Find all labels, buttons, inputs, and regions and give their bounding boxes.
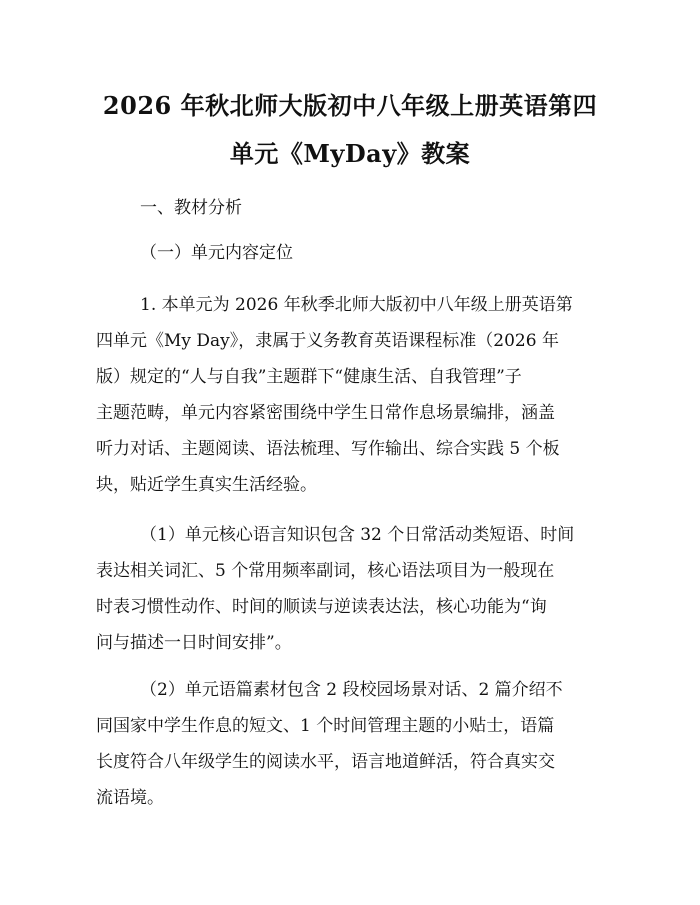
paragraph-line: 问与描述一日时间安排”。 — [96, 633, 292, 653]
paragraph-line: （1）单元核心语言知识包含 32 个日常活动类短语、时间 — [140, 525, 575, 545]
paragraph-line: 主题范畴，单元内容紧密围绕中学生日常作息场景编排，涵盖 — [96, 403, 555, 423]
paragraph-line: 听力对话、主题阅读、语法梳理、写作输出、综合实践 5 个板 — [96, 439, 560, 459]
paragraph-line: 同国家中学生作息的短文、1 个时间管理主题的小贴士，语篇 — [96, 716, 555, 736]
paragraph-line: 时表习惯性动作、时间的顺读与逆读表达法，核心功能为“询 — [96, 597, 547, 617]
paragraph-line: 长度符合八年级学生的阅读水平，语言地道鲜活，符合真实交 — [96, 752, 555, 772]
section-heading: 一、教材分析 — [140, 198, 242, 218]
paragraph-line: 表达相关词汇、5 个常用频率副词，核心语法项目为一般现在 — [96, 561, 555, 581]
paragraph-line: （2）单元语篇素材包含 2 段校园场景对话、2 篇介绍不 — [140, 680, 563, 700]
title-line-1: 2026 年秋北师大版初中八年级上册英语第四 — [102, 91, 598, 120]
paragraph-line: 版）规定的“人与自我”主题群下“健康生活、自我管理”子 — [96, 367, 522, 387]
paragraph-line: 1. 本单元为 2026 年秋季北师大版初中八年级上册英语第 — [140, 295, 573, 315]
paragraph-line: 流语境。 — [96, 788, 164, 808]
paragraph-line: 四单元《My Day》，隶属于义务教育英语课程标准（2026 年 — [96, 331, 559, 351]
subsection-heading: （一）单元内容定位 — [140, 243, 293, 263]
title-line-2: 单元《MyDay》教案 — [229, 139, 471, 168]
paragraph-line: 块，贴近学生真实生活经验。 — [96, 475, 317, 495]
